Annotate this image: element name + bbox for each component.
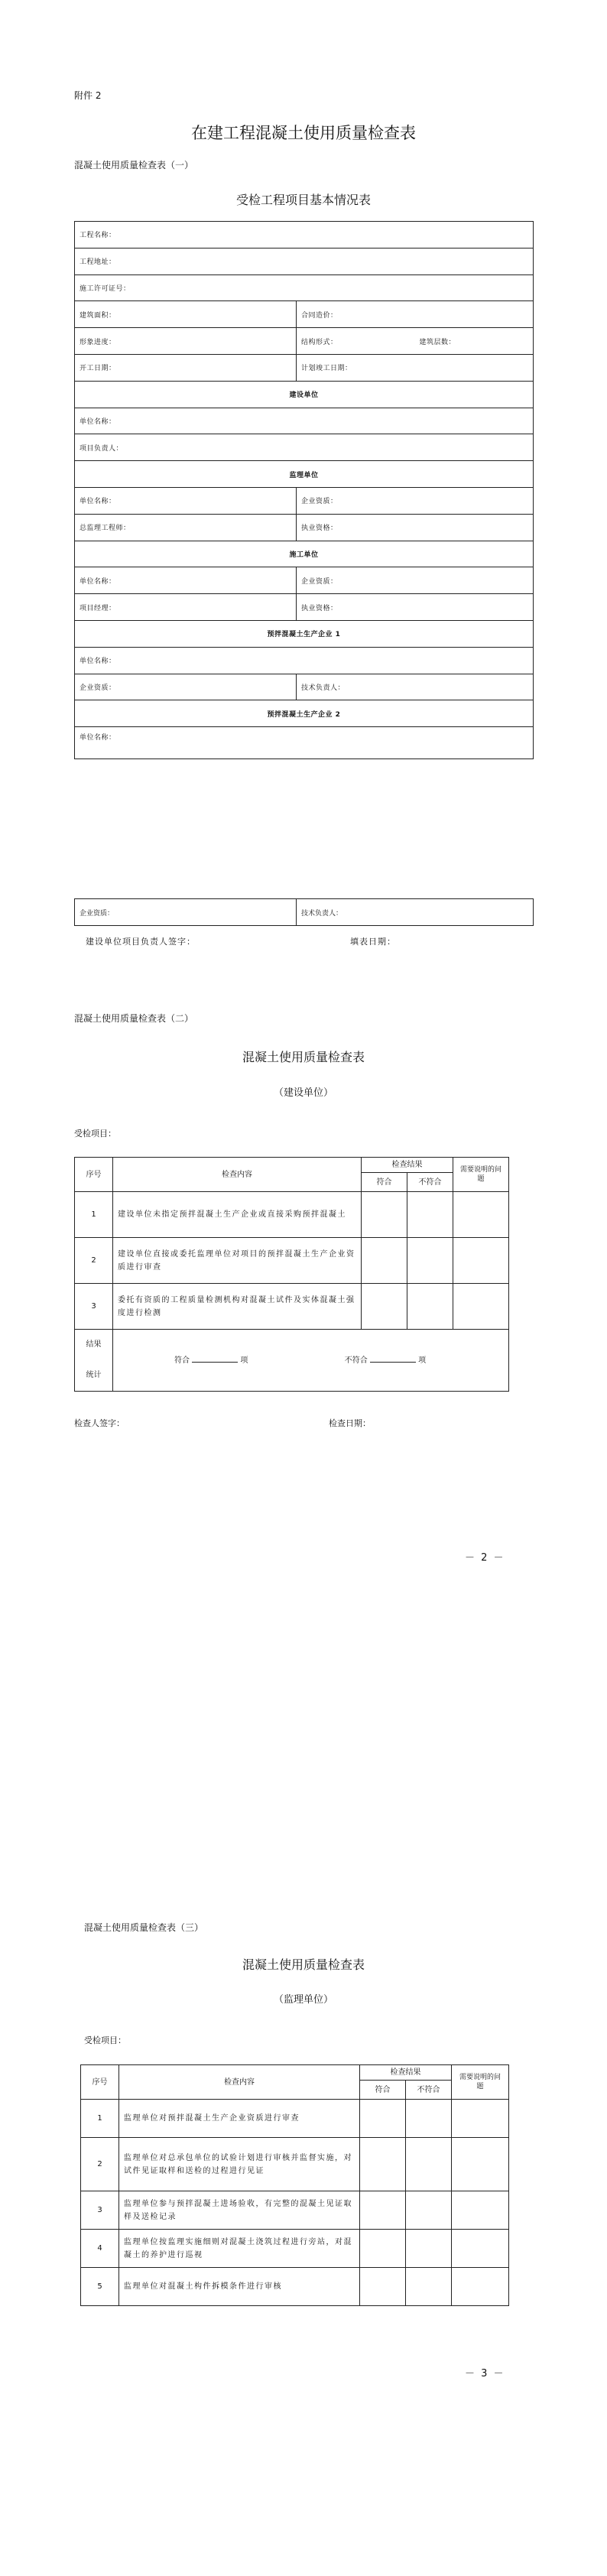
field-structure[interactable]: 结构形式： bbox=[297, 328, 415, 355]
project-info-table bbox=[74, 221, 534, 759]
stat-pass-unit: 项 bbox=[240, 1356, 248, 1365]
field-start-date[interactable]: 开工日期： bbox=[75, 354, 297, 381]
col-pass: 符合 bbox=[362, 1173, 407, 1192]
section-producer-1: 预拌混凝土生产企业 1 bbox=[75, 620, 534, 647]
cell-issues[interactable] bbox=[453, 1238, 509, 1284]
builder-leader-signature: 建设单位项目负责人签字： bbox=[86, 937, 196, 947]
row-content: 监理单位对预拌混凝土生产企业资质进行审查 bbox=[119, 2100, 360, 2138]
row-content: 监理单位对混凝土构件拆模条件进行审核 bbox=[119, 2268, 360, 2306]
form3-unit: （监理单位） bbox=[273, 1994, 333, 2006]
col-content: 检查内容 bbox=[113, 1158, 362, 1192]
field-contractor-name[interactable]: 单位名称： bbox=[75, 567, 297, 594]
cell-issues[interactable] bbox=[452, 2230, 509, 2268]
field-planned-completion[interactable]: 计划竣工日期： bbox=[297, 354, 534, 381]
producer2-continuation-table bbox=[74, 898, 534, 926]
form2-label: 混凝土使用质量检查表（二） bbox=[74, 1013, 194, 1024]
form2-check-table bbox=[74, 1157, 509, 1392]
row-no: 2 bbox=[75, 1238, 113, 1284]
cell-issues[interactable] bbox=[452, 2100, 509, 2138]
form1-label: 混凝土使用质量检查表（一） bbox=[74, 160, 194, 171]
cell-pass[interactable] bbox=[362, 1192, 407, 1238]
col-issues: 需要说明的问题 bbox=[452, 2065, 509, 2100]
stat-fail-unit: 项 bbox=[418, 1356, 427, 1365]
section-supervisor: 监理单位 bbox=[75, 461, 534, 488]
row-no: 1 bbox=[81, 2100, 119, 2138]
field-producer1-name[interactable]: 单位名称： bbox=[75, 647, 534, 674]
col-result: 检查结果 bbox=[362, 1158, 453, 1173]
field-supervisor-name[interactable]: 单位名称： bbox=[75, 487, 297, 514]
col-fail: 不符合 bbox=[406, 2081, 452, 2100]
cell-fail[interactable] bbox=[407, 1284, 453, 1330]
field-project-name[interactable]: 工程名称： bbox=[75, 222, 534, 249]
col-no: 序号 bbox=[75, 1158, 113, 1192]
col-content: 检查内容 bbox=[119, 2065, 360, 2100]
cell-pass[interactable] bbox=[360, 2268, 406, 2306]
row-no: 4 bbox=[81, 2230, 119, 2268]
row-content: 监理单位按监理实施细则对混凝土浇筑过程进行旁站，对混凝土的养护进行巡视 bbox=[119, 2230, 360, 2268]
field-producer2-name[interactable]: 单位名称： bbox=[75, 727, 534, 759]
cell-fail[interactable] bbox=[406, 2230, 452, 2268]
col-issues: 需要说明的问题 bbox=[453, 1158, 509, 1192]
field-progress[interactable]: 形象进度： bbox=[75, 328, 297, 355]
field-project-manager[interactable]: 项目经理： bbox=[75, 594, 297, 621]
form3-check-table bbox=[80, 2064, 509, 2306]
stat-label-1: 结果 bbox=[86, 1340, 102, 1349]
field-contract-price[interactable]: 合同造价： bbox=[297, 301, 534, 328]
row-content: 建设单位直接或委托监理单位对项目的预拌混凝土生产企业资质进行审查 bbox=[113, 1238, 362, 1284]
page-number-3: － 3 － bbox=[465, 2368, 505, 2379]
form2-title: 混凝土使用质量检查表 bbox=[242, 1050, 365, 1064]
fill-date: 填表日期： bbox=[350, 937, 396, 947]
stat-fail-label: 不符合 bbox=[344, 1356, 368, 1365]
page-number-2: － 2 － bbox=[465, 1552, 505, 1564]
cell-issues[interactable] bbox=[453, 1192, 509, 1238]
form1-title: 受检工程项目基本情况表 bbox=[235, 193, 371, 207]
inspector-signature: 检查人签字： bbox=[74, 1418, 125, 1428]
row-no: 5 bbox=[81, 2268, 119, 2306]
cell-pass[interactable] bbox=[360, 2138, 406, 2191]
row-content: 委托有资质的工程质量检测机构对混凝土试件及实体混凝土强度进行检测 bbox=[113, 1284, 362, 1330]
cell-pass[interactable] bbox=[360, 2100, 406, 2138]
inspection-date: 检查日期： bbox=[329, 1418, 371, 1428]
cell-issues[interactable] bbox=[452, 2268, 509, 2306]
field-producer1-tech-leader[interactable]: 技术负责人： bbox=[297, 674, 534, 700]
field-building-area[interactable]: 建筑面积： bbox=[75, 301, 297, 328]
attachment-label: 附件 2 bbox=[74, 90, 102, 101]
row-no: 3 bbox=[81, 2191, 119, 2230]
row-no: 1 bbox=[75, 1192, 113, 1238]
row-content: 监理单位参与预拌混凝土进场验收，有完整的混凝土见证取样及送检记录 bbox=[119, 2191, 360, 2230]
field-construction-permit[interactable]: 施工许可证号： bbox=[75, 274, 534, 301]
row-content: 建设单位未指定预拌混凝土生产企业或直接采购预拌混凝土 bbox=[113, 1192, 362, 1238]
field-floors[interactable]: 建筑层数： bbox=[415, 328, 534, 355]
field-project-address[interactable]: 工程地址： bbox=[75, 248, 534, 274]
cell-issues[interactable] bbox=[452, 2138, 509, 2191]
col-no: 序号 bbox=[81, 2065, 119, 2100]
cell-fail[interactable] bbox=[406, 2138, 452, 2191]
field-producer2-tech-leader[interactable]: 技术负责人： bbox=[297, 899, 534, 926]
stat-fail-blank[interactable] bbox=[370, 1361, 416, 1363]
form3-title: 混凝土使用质量检查表 bbox=[242, 1957, 365, 1972]
col-pass: 符合 bbox=[360, 2081, 406, 2100]
field-producer2-qualification[interactable]: 企业资质： bbox=[75, 899, 297, 926]
field-contractor-cert[interactable]: 执业资格： bbox=[297, 594, 534, 621]
cell-pass[interactable] bbox=[362, 1284, 407, 1330]
field-builder-leader[interactable]: 项目负责人： bbox=[75, 434, 534, 461]
stat-pass-blank[interactable] bbox=[192, 1361, 238, 1363]
section-contractor: 施工单位 bbox=[75, 541, 534, 567]
row-no: 3 bbox=[75, 1284, 113, 1330]
form3-project: 受检项目： bbox=[84, 2035, 126, 2045]
row-content: 监理单位对总承包单位的试验计划进行审核并监督实施，对试件见证取样和送检的过程进行见证 bbox=[119, 2138, 360, 2191]
col-fail: 不符合 bbox=[407, 1173, 453, 1192]
field-contractor-qualification[interactable]: 企业资质： bbox=[297, 567, 534, 594]
section-builder: 建设单位 bbox=[75, 381, 534, 408]
form2-project: 受检项目： bbox=[74, 1129, 116, 1139]
cell-issues[interactable] bbox=[453, 1284, 509, 1330]
cell-pass[interactable] bbox=[362, 1238, 407, 1284]
field-producer1-qualification[interactable]: 企业资质： bbox=[75, 674, 297, 700]
col-result: 检查结果 bbox=[360, 2065, 452, 2081]
cell-fail[interactable] bbox=[407, 1192, 453, 1238]
cell-fail[interactable] bbox=[406, 2100, 452, 2138]
field-supervisor-cert[interactable]: 执业资格： bbox=[297, 514, 534, 541]
form2-unit: （建设单位） bbox=[273, 1087, 333, 1099]
section-producer-2: 预拌混凝土生产企业 2 bbox=[75, 700, 534, 727]
cell-pass[interactable] bbox=[360, 2191, 406, 2230]
cell-fail[interactable] bbox=[407, 1238, 453, 1284]
field-supervisor-qualification[interactable]: 企业资质： bbox=[297, 487, 534, 514]
cell-issues[interactable] bbox=[452, 2191, 509, 2230]
field-builder-name[interactable]: 单位名称： bbox=[75, 408, 534, 434]
form3-label: 混凝土使用质量检查表（三） bbox=[84, 1922, 204, 1933]
cell-fail[interactable] bbox=[406, 2191, 452, 2230]
row-no: 2 bbox=[81, 2138, 119, 2191]
cell-pass[interactable] bbox=[360, 2230, 406, 2268]
stat-label-2: 统计 bbox=[86, 1371, 102, 1379]
field-chief-engineer[interactable]: 总监理工程师： bbox=[75, 514, 297, 541]
page-title: 在建工程混凝土使用质量检查表 bbox=[191, 124, 416, 142]
cell-fail[interactable] bbox=[406, 2268, 452, 2306]
stat-pass-label: 符合 bbox=[174, 1356, 190, 1365]
stat-summary bbox=[113, 1330, 509, 1392]
